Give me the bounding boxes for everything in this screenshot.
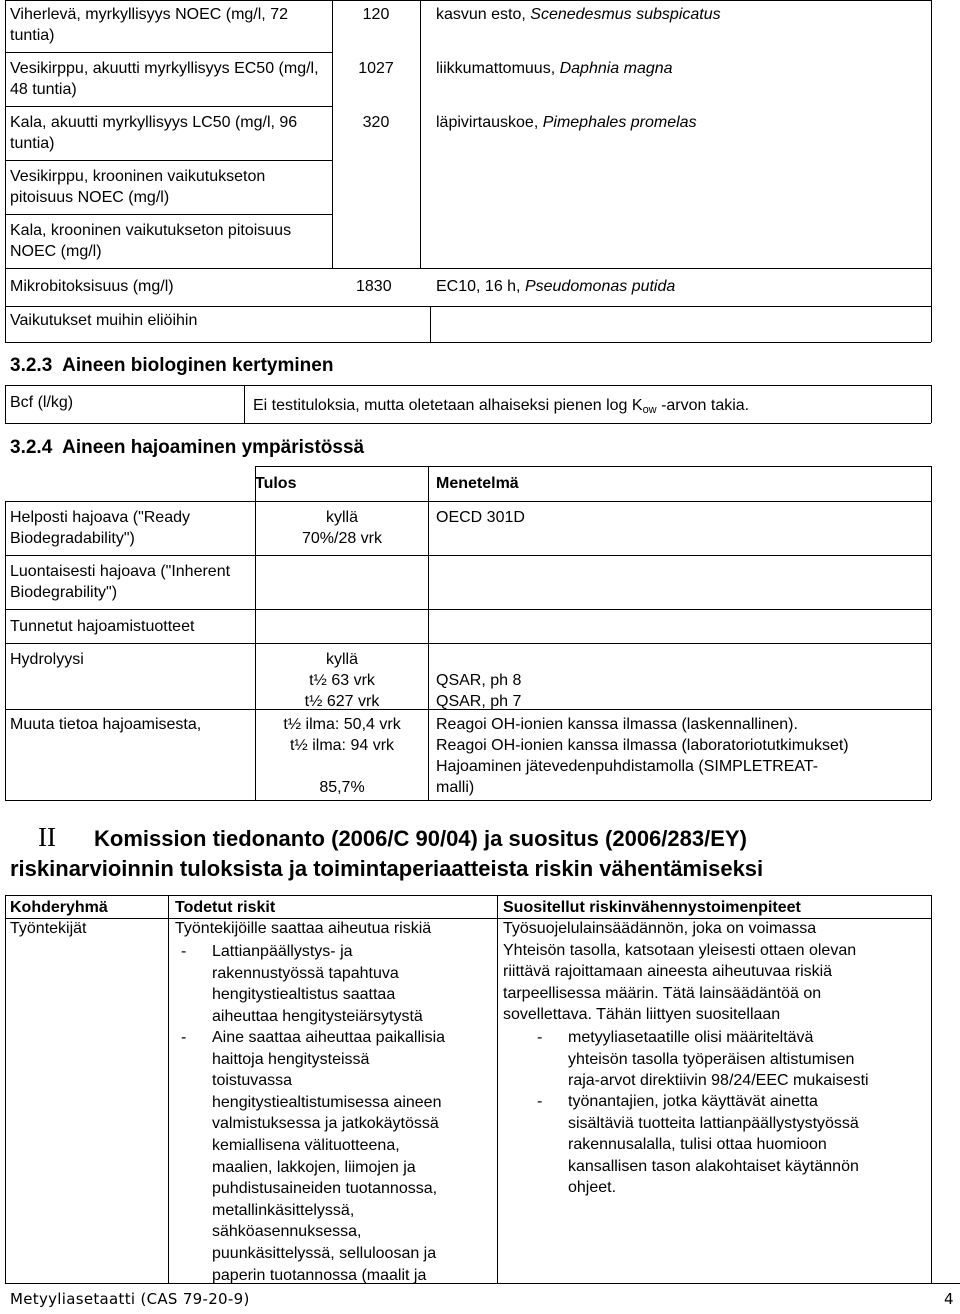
- other-result-1: t½ ilma: 50,4 vrk: [283, 716, 401, 733]
- bcf-label: Bcf (l/kg): [10, 394, 74, 411]
- degradation-heading: 3.2.4 Aineen hajoaminen ympäristössä: [10, 437, 365, 458]
- tox-row-3-value: 320: [362, 114, 390, 131]
- tox-row-2-value: 1027: [358, 60, 394, 77]
- col-group-header: Kohderyhmä: [10, 899, 108, 916]
- tox-row-2-method: liikkumattomuus, Daphnia magna: [436, 60, 673, 77]
- products-label: Tunnetut hajoamistuotteet: [10, 618, 195, 635]
- footer-doc-title: Metyyliasetaatti (CAS 79-20-9): [10, 1290, 250, 1308]
- col-method-header: Menetelmä: [436, 475, 519, 492]
- risk-intro: Työntekijöille saattaa aiheutua riskiä: [175, 920, 432, 937]
- rec-bullet-2: työnantajien, jotka käyttävät ainetta sisältäviä tuotteita lattianpäällystystyössä rakennusalalla, tulisi ottaa huomioon kansallisen tason alakohtaiset käytännön ohjeet.: [568, 1093, 859, 1197]
- micro-tox-value: 1830: [356, 278, 392, 295]
- micro-tox-label: Mikrobitoksisuus (mg/l): [10, 278, 174, 295]
- hydro-label: Hydrolyysi: [10, 651, 84, 668]
- rec-bullet-2-dash: -: [537, 1093, 543, 1110]
- col-recs-header: Suositellut riskinvähennystoimenpiteet: [503, 899, 801, 916]
- bio-heading: 3.2.3 Aineen biologinen kertyminen: [10, 355, 334, 376]
- bcf-value: Ei testituloksia, mutta oletetaan alhaiseksi pienen $\log K_{ow}$ -arvon takia.: [253, 397, 750, 416]
- tox-row-5-label: Kala, krooninen vaikutukseton pitoisuus NOEC (mg/l): [10, 222, 292, 260]
- micro-tox-method: EC10, 16 h, Pseudomonas putida: [436, 278, 676, 295]
- tox-row-2-label: Vesikirppu, akuutti myrkyllisyys EC50 (mg/l, 48 tuntia): [10, 60, 319, 98]
- hydro-result-2: t½ 63 vrk: [309, 672, 375, 689]
- col-risks-header: Todetut riskit: [175, 899, 276, 916]
- other-method-4: malli): [436, 779, 475, 796]
- hydro-method-1: QSAR, ph 8: [436, 672, 522, 689]
- target-group: Työntekijät: [10, 920, 87, 937]
- other-method-1: Reagoi OH-ionien kanssa ilmassa (laskennallinen).: [436, 716, 798, 733]
- tox-row-1-value: 120: [362, 6, 390, 23]
- tox-row-1-method: kasvun esto, Scenedesmus subspicatus: [436, 6, 721, 23]
- section-title-line-1: Komission tiedonanto (2006/C 90/04) ja suositus (2006/283/EY): [94, 826, 747, 851]
- other-result-3: 85,7%: [319, 779, 365, 796]
- recommendation-intro: Työsuojelulainsäädännön, joka on voimassa Yhteisön tasolla, katsotaan yleisesti ottaen olevan riittävä rajoittamaan aineesta aiheutuvaa riskiä tarpeellisessa määrin. Tätä lainsäädäntöä on sovellettava. Tähän liittyen suositellaan: [503, 920, 857, 1024]
- section-title-line-2: riskinarvioinnin tuloksista ja toimintaperiaatteista riskin vähentämiseksi: [10, 856, 764, 881]
- rec-bullet-1: metyyliasetaatille olisi määriteltävä yhteisön tasolla työperäisen altistumisen raja-arvot direktiivin 98/24/EEC mukaisesti: [568, 1029, 869, 1090]
- col-result-header: Tulos: [255, 475, 297, 492]
- tox-row-1-label: Viherlevä, myrkyllisyys NOEC (mg/l, 72 tuntia): [10, 6, 288, 44]
- hydro-result-3: t½ 627 vrk: [304, 693, 380, 710]
- risk-bullet-1-dash: -: [181, 943, 187, 960]
- other-degr-label: Muuta tietoa hajoamisesta,: [10, 716, 202, 733]
- hydro-method-2: QSAR, ph 7: [436, 693, 522, 710]
- risk-bullet-1: Lattianpäällystys- ja rakennustyössä tapahtuva hengitystiealtistus saattaa aiheuttaa hengitysteiärsytystä: [212, 943, 423, 1025]
- ready-result-2: 70%/28 vrk: [301, 530, 383, 547]
- other-method-2: Reagoi OH-ionien kanssa ilmassa (laboratoriotutkimukset): [436, 737, 849, 754]
- tox-row-3-method: läpivirtauskoe, Pimephales promelas: [436, 114, 697, 131]
- other-method-3: Hajoaminen jätevedenpuhdistamolla (SIMPLETREAT-: [436, 758, 819, 775]
- tox-row-4-label: Vesikirppu, krooninen vaikutukseton pitoisuus NOEC (mg/l): [10, 168, 266, 206]
- rec-bullet-1-dash: -: [537, 1029, 543, 1046]
- footer-page-number: 4: [944, 1290, 954, 1308]
- risk-bullet-2-dash: -: [181, 1029, 187, 1046]
- risk-bullet-2: Aine saattaa aiheuttaa paikallisia haittoja hengitysteissä toistuvassa hengitystiealtistumisessa aineen valmistuksessa ja jatkokäytössä kemiallisena välituotteena, maalien, lakkojen, liimojen ja puhdistusaineiden tuotannossa, metallinkäsittelyssä, sähköasennuksessa, puunkäsittelyssä, selluloosan ja paperin tuotannossa (maalit ja: [212, 1029, 446, 1284]
- ready-method: OECD 301D: [436, 509, 525, 526]
- other-organisms-label: Vaikutukset muihin eliöihin: [10, 312, 198, 329]
- hydro-result-1: kyllä: [325, 651, 358, 668]
- ready-result-1: kyllä: [325, 509, 358, 526]
- section-numeral: II: [38, 822, 56, 852]
- tox-row-3-label: Kala, akuutti myrkyllisyys LC50 (mg/l, 96 tuntia): [10, 114, 298, 152]
- inherent-label: Luontaisesti hajoava ("Inherent Biodegrability"): [10, 563, 231, 601]
- ready-label: Helposti hajoava ("Ready Biodegradability"): [10, 509, 190, 547]
- footer-rule: [5, 1283, 960, 1284]
- other-result-2: t½ ilma: 94 vrk: [289, 737, 395, 754]
